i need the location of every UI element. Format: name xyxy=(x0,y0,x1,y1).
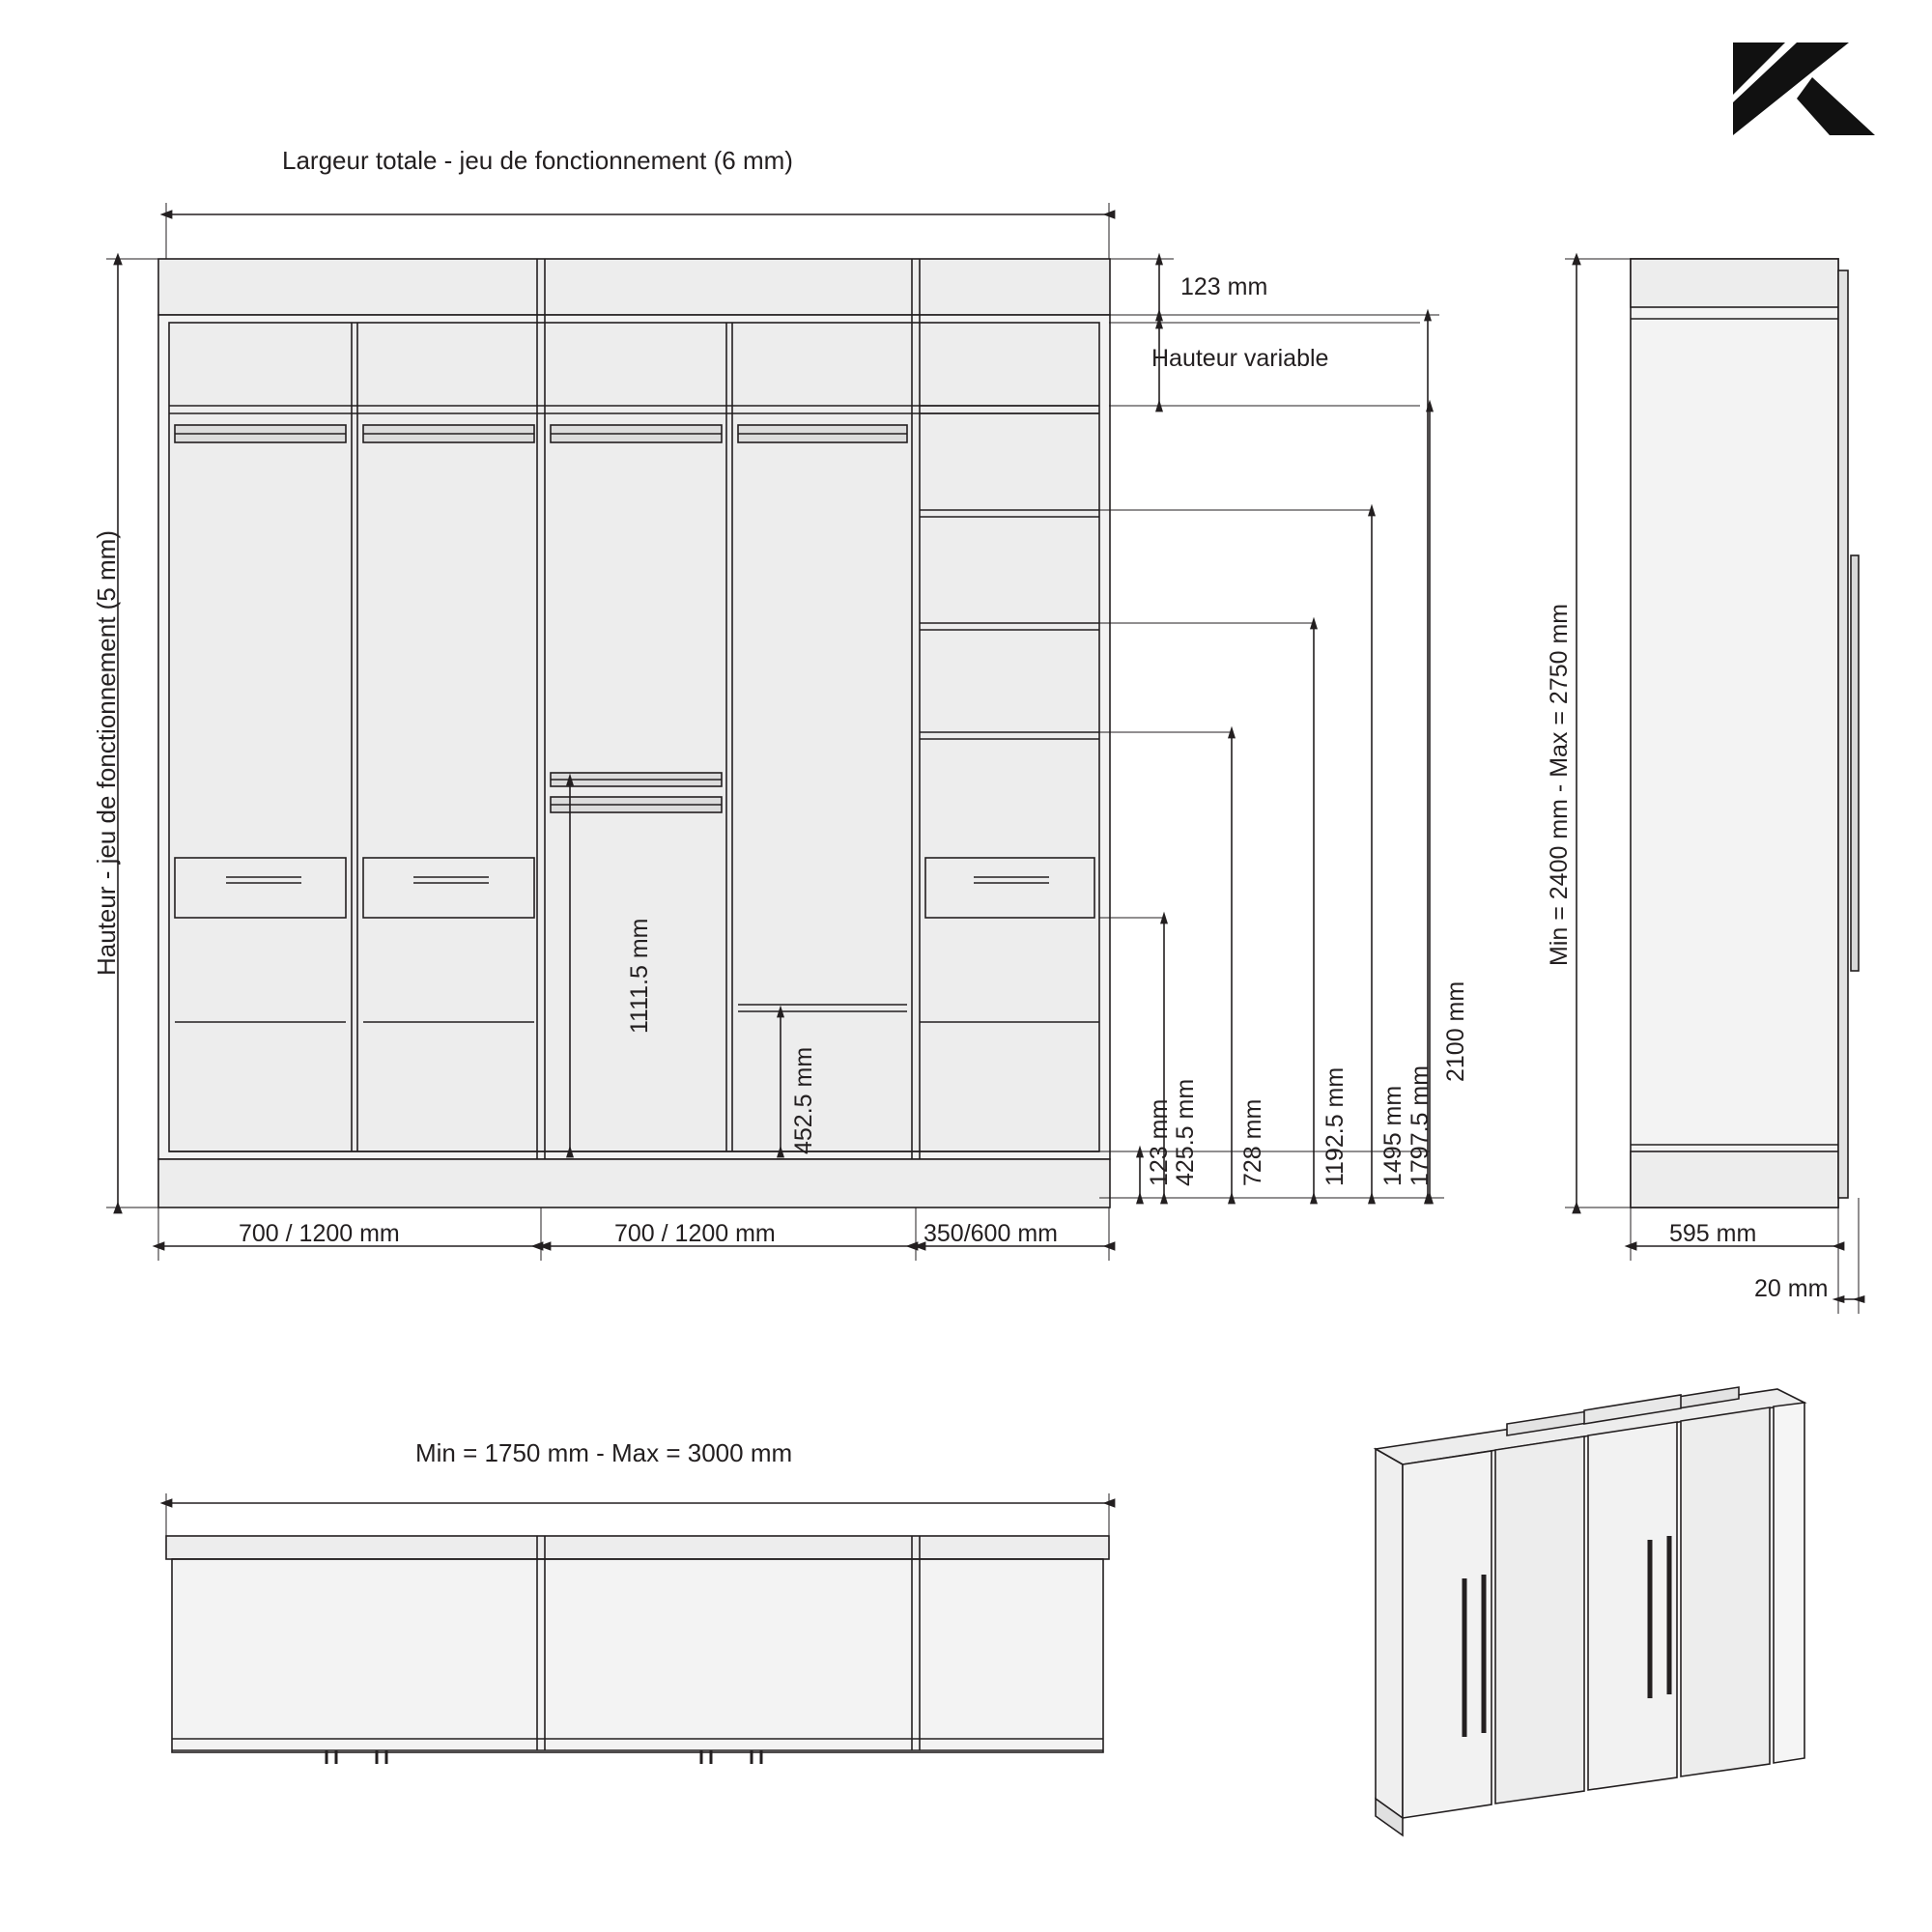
dim-1111-5: 1111.5 mm xyxy=(626,918,653,1034)
side-view-depth-label: 595 mm xyxy=(1669,1220,1757,1247)
bottom-dim-bay2: 700 / 1200 mm xyxy=(614,1220,776,1247)
dim-1495: 1495 mm xyxy=(1379,1085,1406,1186)
top-panel-dim: 123 mm xyxy=(1180,273,1268,300)
dim-1192-5: 1192.5 mm xyxy=(1321,1066,1349,1186)
bottom-dim-bay1: 700 / 1200 mm xyxy=(239,1220,400,1247)
front-view-height-label: Hauteur - jeu de fonctionnement (5 mm) xyxy=(92,530,121,976)
dim-425-5: 425.5 mm xyxy=(1172,1078,1199,1186)
dim-452-5: 452.5 mm xyxy=(790,1046,817,1154)
side-view-panel-label: 20 mm xyxy=(1754,1275,1829,1302)
dim-123: 123 mm xyxy=(1146,1098,1173,1186)
dim-728: 728 mm xyxy=(1239,1098,1266,1186)
bottom-dim-bay3: 350/600 mm xyxy=(923,1220,1058,1247)
front-view-width-label: Largeur totale - jeu de fonctionnement (6 mm) xyxy=(282,146,793,175)
variable-height-label: Hauteur variable xyxy=(1151,345,1329,372)
dim-2100: 2100 mm xyxy=(1442,980,1469,1082)
side-view-height-label: Min = 2400 mm - Max = 2750 mm xyxy=(1546,603,1573,966)
dim-1797-5: 1797.5 mm xyxy=(1406,1065,1434,1186)
top-view-width-label: Min = 1750 mm - Max = 3000 mm xyxy=(415,1438,793,1467)
